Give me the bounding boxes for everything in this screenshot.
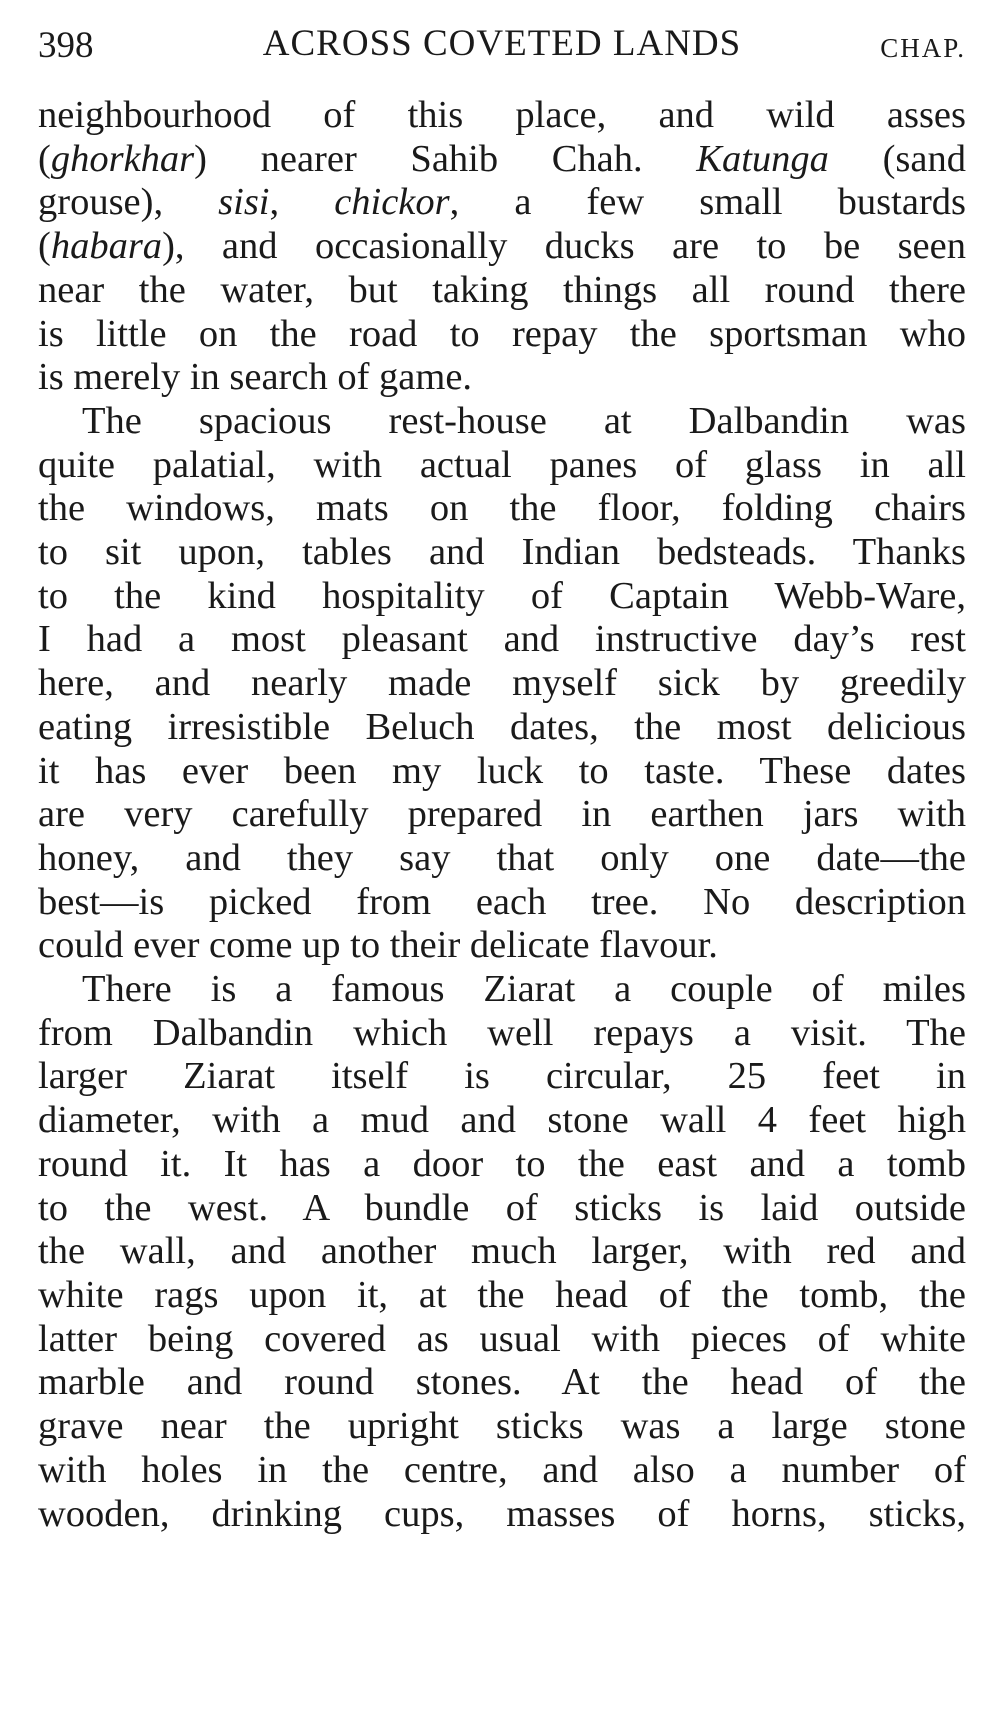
paragraph (38, 968, 966, 1536)
text-run: from Dalbandin which well repays a visit. The (38, 1011, 966, 1054)
text-run: The spacious rest-house at Dalbandin was (82, 399, 966, 442)
running-head (38, 14, 966, 74)
text-run: , (269, 181, 335, 224)
text-run: it has ever been my luck to taste. These dates (38, 749, 966, 792)
text-line (38, 400, 966, 444)
text-line (38, 487, 966, 531)
text-run: white rags upon it, at the head of the tomb, the (38, 1273, 966, 1316)
italic-term: Katunga (696, 137, 829, 180)
text-line (38, 1361, 966, 1405)
text-run: larger Ziarat itself is circular, 25 feet in (38, 1055, 966, 1098)
text-line (38, 1099, 966, 1143)
text-run: quite palatial, with actual panes of glass in all (38, 443, 966, 486)
text-line (38, 181, 966, 225)
text-run: latter being covered as usual with pieces of white (38, 1317, 966, 1360)
text-run: is merely in search of game. (38, 356, 473, 399)
text-line (38, 138, 966, 182)
italic-term: chickor (334, 181, 450, 224)
text-run: is little on the road to repay the sportsman who (38, 312, 966, 355)
italic-term: sisi (218, 181, 270, 224)
text-line (38, 575, 966, 619)
text-line (38, 924, 966, 968)
text-run: ), and occasionally ducks are to be seen (162, 225, 966, 268)
text-run: round it. It has a door to the east and a tomb (38, 1142, 966, 1185)
text-run: the wall, and another much larger, with red and (38, 1230, 966, 1273)
text-line (38, 793, 966, 837)
text-line (38, 1230, 966, 1274)
text-line (38, 1318, 966, 1362)
text-run: , a few small bustards (449, 181, 966, 224)
italic-term: ghorkhar (50, 137, 195, 180)
text-line (38, 313, 966, 357)
text-line (38, 618, 966, 662)
text-run: grave near the upright sticks was a large stone (38, 1405, 966, 1448)
italic-term: habara (50, 225, 163, 268)
text-run: marble and round stones. At the head of the (38, 1361, 966, 1404)
text-run: wooden, drinking cups, masses of horns, sticks, (38, 1492, 966, 1535)
text-run: here, and nearly made myself sick by greedily (38, 662, 966, 705)
text-run: (sand (828, 137, 966, 180)
chapter-label: CHAP. (880, 33, 966, 63)
text-line (38, 1449, 966, 1493)
text-run: neighbourhood of this place, and wild asses (38, 94, 966, 136)
text-line (38, 706, 966, 750)
text-line (38, 1012, 966, 1056)
text-run: ( (38, 137, 51, 180)
text-run: grouse), (38, 181, 219, 224)
text-line (38, 968, 966, 1012)
text-run: could ever come up to their delicate flavour. (38, 924, 718, 967)
text-line (38, 269, 966, 313)
paragraph (38, 400, 966, 968)
text-line (38, 1493, 966, 1537)
text-run: the windows, mats on the floor, folding chairs (38, 487, 966, 530)
text-run: best—is picked from each tree. No description (38, 880, 966, 923)
book-title: ACROSS COVETED LANDS (262, 23, 742, 64)
text-run: with holes in the centre, and also a number of (38, 1448, 966, 1491)
text-run: I had a most pleasant and instructive day’s rest (38, 618, 966, 661)
text-line (38, 1274, 966, 1318)
text-run: There is a famous Ziarat a couple of miles (82, 968, 966, 1011)
text-line (38, 1055, 966, 1099)
text-line (38, 356, 966, 400)
text-run: to sit upon, tables and Indian bedsteads. Thanks (38, 531, 966, 574)
paragraph (38, 94, 966, 400)
text-line (38, 1405, 966, 1449)
text-run: to the kind hospitality of Captain Webb-Ware, (38, 574, 966, 617)
text-line (38, 531, 966, 575)
text-run: are very carefully prepared in earthen jars with (38, 793, 966, 836)
text-line (38, 837, 966, 881)
text-line (38, 94, 966, 138)
text-line (38, 1187, 966, 1231)
body-text (38, 94, 966, 1536)
page-number: 398 (38, 25, 94, 66)
text-run: ( (38, 225, 51, 268)
text-run: ) nearer Sahib Chah. (194, 137, 697, 180)
text-run: near the water, but taking things all round there (38, 268, 966, 311)
text-run: diameter, with a mud and stone wall 4 feet high (38, 1099, 966, 1142)
text-line (38, 881, 966, 925)
text-line (38, 444, 966, 488)
text-run: honey, and they say that only one date—the (38, 836, 966, 879)
text-line (38, 225, 966, 269)
book-page (38, 14, 966, 1536)
text-run: eating irresistible Beluch dates, the most delicious (38, 705, 966, 748)
text-line (38, 1143, 966, 1187)
text-line (38, 662, 966, 706)
text-run: to the west. A bundle of sticks is laid outside (38, 1186, 966, 1229)
text-line (38, 750, 966, 794)
